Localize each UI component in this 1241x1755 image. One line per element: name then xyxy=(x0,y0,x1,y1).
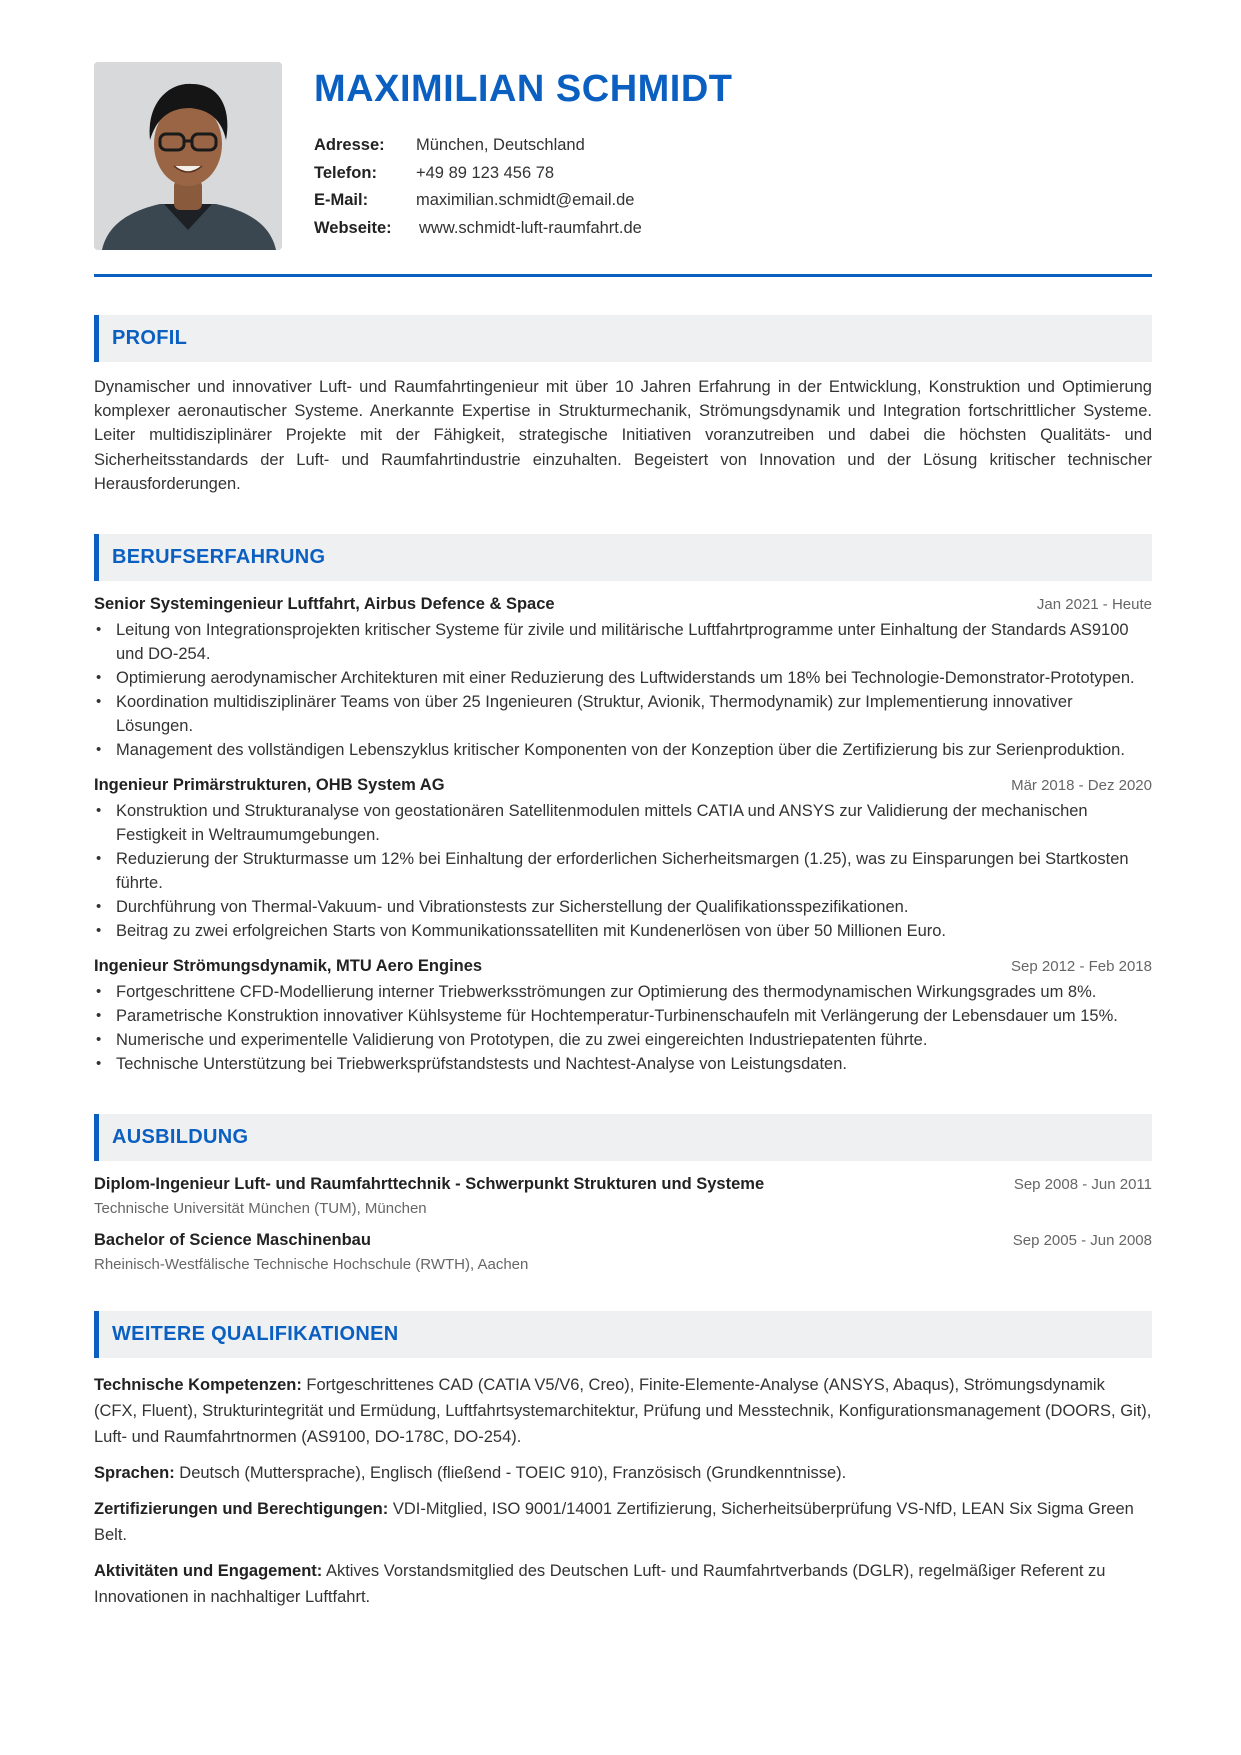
contact-value: www.schmidt-luft-raumfahrt.de xyxy=(419,218,642,237)
education-date: Sep 2008 - Jun 2011 xyxy=(1013,1176,1152,1194)
list-item: • Optimierung aerodynamischer Architekturen mit einer Reduzierung des Luftwiderstands um 18% bei Technologie-Demonstrator-Prototypen. xyxy=(94,666,1152,690)
school-name: Technische Universität München (TUM), München xyxy=(94,1200,427,1218)
qualification-label: Sprachen: xyxy=(94,1464,175,1483)
profile-photo xyxy=(94,62,282,250)
list-item: • Beitrag zu zwei erfolgreichen Starts von Kommunikationssatelliten mit Kundenerlösen von über 50 Millionen Euro. xyxy=(94,919,1152,943)
qualification-languages xyxy=(94,1460,1152,1486)
list-item: • Parametrische Konstruktion innovativer Kühlsysteme für Hochtemperatur-Turbinenschaufeln mit Verlängerung der Lebensdauer um 15%. xyxy=(94,1004,1152,1028)
header-info xyxy=(314,62,733,242)
job-bullets xyxy=(94,618,1152,762)
list-item: • Fortgeschrittene CFD-Modellierung interner Triebwerksströmungen zur Optimierung des thermodynamischen Wirkungsgrades um 8%. xyxy=(94,980,1152,1004)
section-title: AUSBILDUNG xyxy=(112,1126,249,1149)
job-entry xyxy=(94,957,1152,1076)
contact-phone xyxy=(314,160,733,188)
section-title: WEITERE QUALIFIKATIONEN xyxy=(112,1323,399,1346)
list-item: • Konstruktion und Strukturanalyse von geostationären Satellitenmodulen mittels CATIA und ANSYS zur Validierung der mechanischen Festigkeit in Weltraumumgebungen. xyxy=(94,799,1152,847)
qualification-text: VDI-Mitglied, ISO 9001/14001 Zertifizierung, Sicherheitsüberprüfung VS-NfD, LEAN Six Sigma Green Belt. xyxy=(94,1500,1134,1545)
list-item: • Technische Unterstützung bei Triebwerksprüfstandstests und Nachtest-Analyse von Leistungsdaten. xyxy=(94,1052,1152,1076)
contact-label: E-Mail: xyxy=(314,191,369,210)
list-item: • Koordination multidisziplinärer Teams von über 25 Ingenieuren (Struktur, Avionik, Thermodynamik) zur Implementierung innovativer Lösungen. xyxy=(94,690,1152,738)
job-bullets xyxy=(94,799,1152,943)
education-header xyxy=(94,1231,1152,1250)
job-header xyxy=(94,957,1152,976)
job-date: Jan 2021 - Heute xyxy=(1036,596,1152,614)
resume-page xyxy=(94,62,1152,1610)
contact-list xyxy=(314,132,733,242)
qualification-text: Fortgeschrittenes CAD (CATIA V5/V6, Creo), Finite-Elemente-Analyse (ANSYS, Abaqus), Strömungsdynamik (CFX, Fluent), Strukturintegrität und Ermüdung, Luftfahrtsystemarchitektur, Prüfung und Messtechnik, Konfigurationsmanagement (DOORS, Git), Luft- und Raumfahrtnormen (AS9100, DO-178C, DO-254). xyxy=(94,1376,1152,1447)
list-item: • Management des vollständigen Lebenszyklus kritischer Komponenten von der Konzeption über die Zertifizierung bis zur Serienproduktion. xyxy=(94,738,1152,762)
resume-header xyxy=(94,62,1152,250)
contact-value: maximilian.schmidt@email.de xyxy=(416,191,635,210)
list-item: • Numerische und experimentelle Validierung von Prototypen, die zu zwei eingereichten Industriepatenten führte. xyxy=(94,1028,1152,1052)
qualification-text: Aktives Vorstandsmitglied des Deutschen Luft- und Raumfahrtverbands (DGLR), regelmäßiger Referent zu Innovationen in nachhaltiger Luftfahrt. xyxy=(94,1562,1106,1607)
job-header xyxy=(94,595,1152,614)
candidate-name: MAXIMILIAN SCHMIDT xyxy=(314,68,733,110)
job-date: Mär 2018 - Dez 2020 xyxy=(1011,777,1152,795)
qualification-certifications xyxy=(94,1496,1152,1548)
qualification-activities xyxy=(94,1558,1152,1610)
qualification-label: Technische Kompetenzen: xyxy=(94,1376,302,1395)
education-entry xyxy=(94,1231,1152,1273)
job-title: Senior Systemingenieur Luftfahrt, Airbus Defence & Space xyxy=(94,595,555,614)
contact-value: +49 89 123 456 78 xyxy=(416,163,555,182)
education-entry xyxy=(94,1175,1152,1217)
section-heading-education xyxy=(94,1114,1152,1161)
contact-website xyxy=(314,215,733,243)
contact-value: München, Deutschland xyxy=(416,136,585,155)
degree-title: Bachelor of Science Maschinenbau xyxy=(94,1231,371,1250)
list-item: • Reduzierung der Strukturmasse um 12% bei Einhaltung der erforderlichen Sicherheitsmargen (1.25), was zu Einsparungen bei Startkosten führte. xyxy=(94,847,1152,895)
qualification-text: Deutsch (Muttersprache), Englisch (fließend - TOEIC 910), Französisch (Grundkenntnisse). xyxy=(174,1464,847,1483)
contact-label: Adresse: xyxy=(314,136,385,155)
education-date: Sep 2005 - Jun 2008 xyxy=(1012,1232,1152,1250)
education-header xyxy=(94,1175,1152,1194)
job-header xyxy=(94,776,1152,795)
section-title: BERUFSERFAHRUNG xyxy=(112,546,326,569)
degree-title: Diplom-Ingenieur Luft- und Raumfahrttechnik - Schwerpunkt Strukturen und Systeme xyxy=(94,1175,765,1194)
contact-label: Telefon: xyxy=(314,163,377,182)
header-divider xyxy=(94,274,1152,277)
school-name: Rheinisch-Westfälische Technische Hochschule (RWTH), Aachen xyxy=(94,1256,529,1274)
qualification-label: Aktivitäten und Engagement: xyxy=(94,1562,323,1581)
job-date: Sep 2012 - Feb 2018 xyxy=(1011,958,1152,976)
job-entry xyxy=(94,595,1152,762)
job-bullets xyxy=(94,980,1152,1076)
profile-summary: Dynamischer und innovativer Luft- und Raumfahrtingenieur mit über 10 Jahren Erfahrung in der Entwicklung, Konstruktion und Optimierung komplexer aeronautischer Systeme. Anerkannte Expertise in Strukturmechanik, Strömungsdynamik und Integration fortschrittlicher Systeme. Leiter multidisziplinärer Projekte mit der Fähigkeit, strategische Initiativen voranzutreiben und dabei die höchsten Qualitäts- und Sicherheitsstandards der Luft- und Raumfahrtindustrie einzuhalten. Begeistert von Innovation und der Lösung kritischer technischer Herausforderungen. xyxy=(94,378,1152,493)
section-title: PROFIL xyxy=(112,327,188,349)
list-item: • Leitung von Integrationsprojekten kritischer Systeme für zivile und militärische Luftfahrtprogramme unter Einhaltung der Standards AS9100 und DO-254. xyxy=(94,618,1152,666)
contact-email xyxy=(314,187,733,215)
list-item: • Durchführung von Thermal-Vakuum- und Vibrationstests zur Sicherstellung der Qualifikationsspezifikationen. xyxy=(94,895,1152,919)
qualification-technical xyxy=(94,1372,1152,1450)
section-heading-profile xyxy=(94,315,1152,362)
section-heading-experience xyxy=(94,534,1152,581)
contact-address xyxy=(314,132,733,160)
qualification-label: Zertifizierungen und Berechtigungen: xyxy=(94,1500,389,1519)
section-heading-qualifications xyxy=(94,1311,1152,1358)
job-title: Ingenieur Strömungsdynamik, MTU Aero Engines xyxy=(94,957,483,976)
job-entry xyxy=(94,776,1152,943)
contact-label: Webseite: xyxy=(314,218,392,237)
job-title: Ingenieur Primärstrukturen, OHB System AG xyxy=(94,776,445,795)
